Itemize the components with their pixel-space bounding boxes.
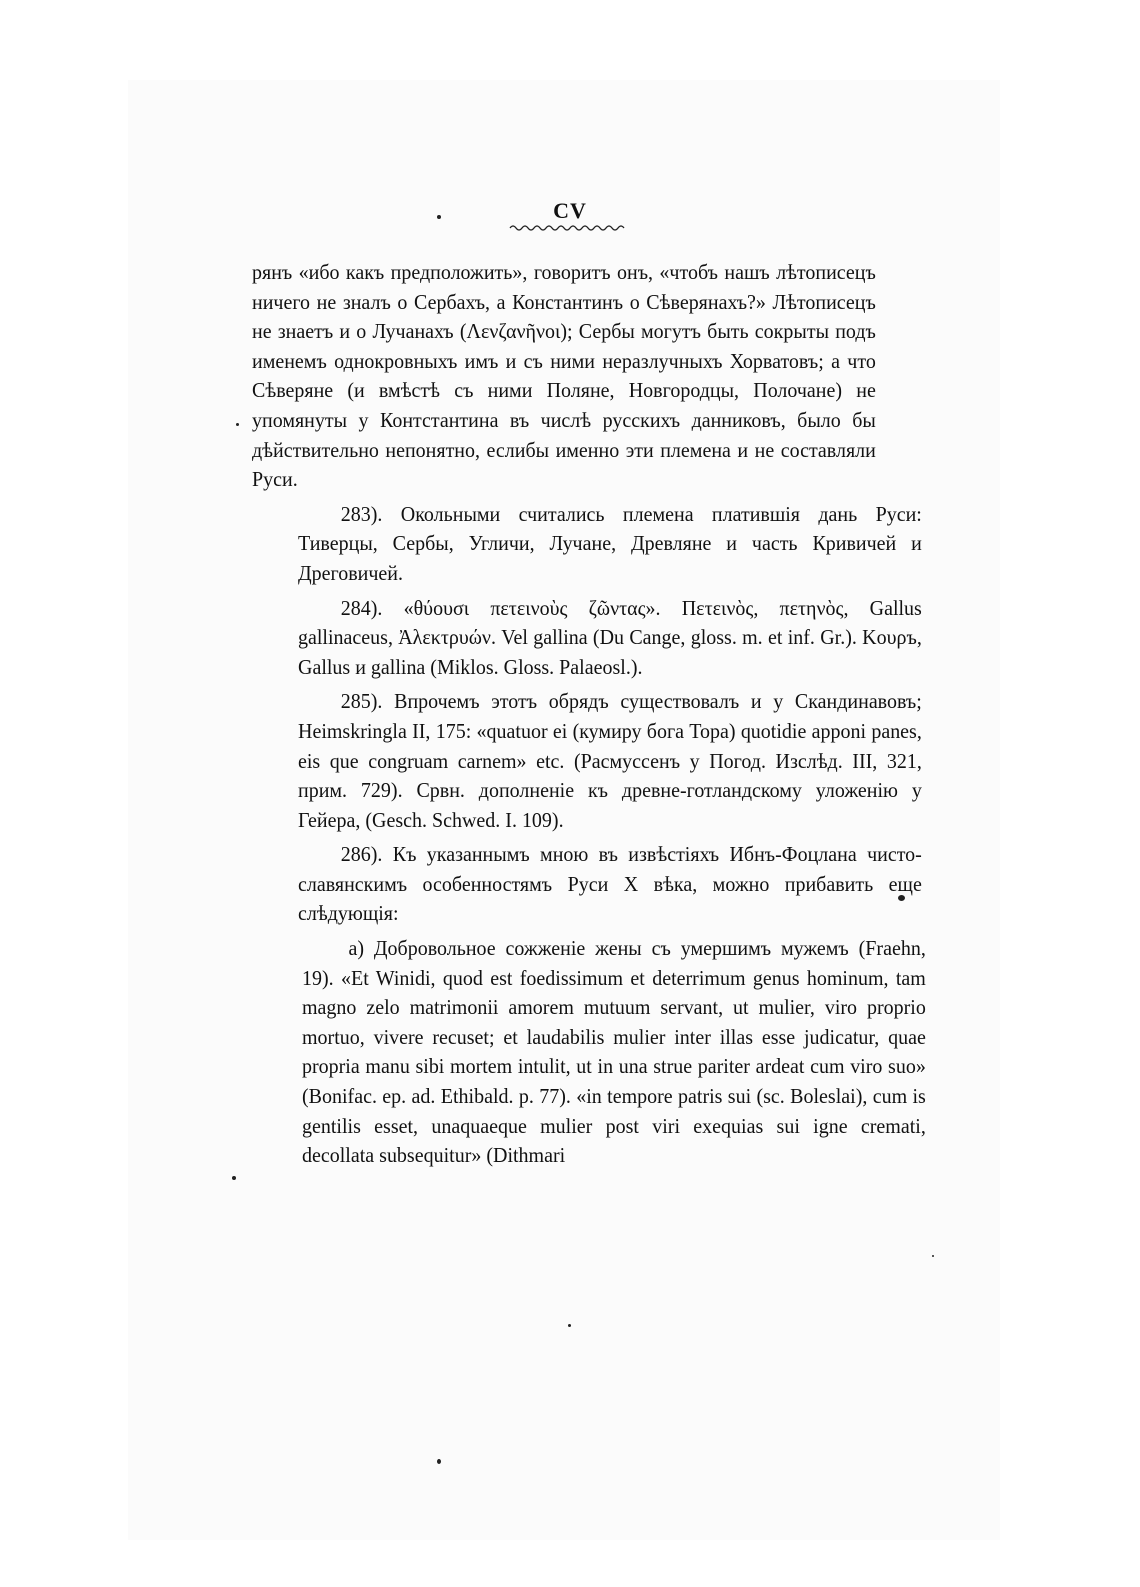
paragraph-continuation: рянъ «ибо какъ предположить», говоритъ онъ, «чтобъ нашъ лѣтописецъ ничего не зналъ о Сербахъ, а Константинъ о Сѣверянахъ?» Лѣтописецъ не знаетъ и о Лучанахъ (Λενζανῆνοι); Сербы могутъ быть сокрыты подъ именемъ однокровныхъ имъ и съ ними неразлучныхъ Хорватовъ; а что Сѣверяне (и вмѣстѣ съ ними Поляне, Новгородцы, Полочане) не упомянуты у Контстантина въ числѣ русскихъ данниковъ, было бы дѣйствительно непонятно, еслибы именно эти племена и не составляли Руси. <box>252 260 876 492</box>
ink-speck <box>437 1459 441 1464</box>
note-286-item-a: а) Добровольное сожженіе жены съ умершимъ мужемъ (Fraehn, 19). «Et Winidi, quod est foedissimum et deterrimum genus hominum, tam magno zelo matrimonii amorem mutuum servant, ut mulier, viro proprio mortuo, vivere recuset; et laudabilis mulier inter illas esse judicatur, quae propria manu sibi mortem intulit, ut in una strue pariter ardeat cum viro suo» (Bonifac. ep. ad. Ethibald. p. 77). «in tempore patris sui (sc. Boleslai), cum is gentilis esset, unaquaeque mulier post viri exequias sui igne cremati, decollata subsequitur» (Dithmari <box>302 936 926 1168</box>
ink-speck <box>437 215 441 219</box>
page-number: CV <box>553 198 587 223</box>
note-283: 283). Окольными считались племена платившія дань Руси: Тиверцы, Сербы, Угличи, Лучане, Древляне и часть Кривичей и Дреговичей. <box>298 501 922 585</box>
ink-speck <box>568 1324 571 1327</box>
ink-speck <box>232 1176 236 1180</box>
note-284: 284). «θύουσι πετεινοὺς ζῶντας». Πετεινὸς, πετηνὸς, Gallus gallinaceus, Ἀλεκτρυών. Vel gallina (Du Cange, gloss. m. et inf. Gr.). Κουρъ, Gallus и gallina (Miklos. Gloss. Palaeosl.). <box>298 595 922 679</box>
ink-speck <box>236 423 239 426</box>
body-text <box>252 258 926 1176</box>
ink-speck <box>932 1255 934 1257</box>
note-286: 286). Къ указаннымъ мною въ извѣстіяхъ Ибнъ-Фоцлана чисто-славянскимъ особенностямъ Руси X вѣка, можно прибавить еще слѣдующія: <box>298 842 922 926</box>
note-285: 285). Впрочемъ этотъ обрядъ существовалъ и у Скандинавовъ; Heimskringla II, 175: «quatuor ei (кумиру бога Тора) quotidie apponi panes, eis que congruam carnem» etc. (Расмуссенъ у Погод. Изслѣд. III, 321, прим. 729). Срвн. дополненіе къ древне-готландскому уложенію у Гейера, (Gesch. Schwed. I. 109). <box>298 689 922 832</box>
wavy-ornament <box>508 224 626 234</box>
